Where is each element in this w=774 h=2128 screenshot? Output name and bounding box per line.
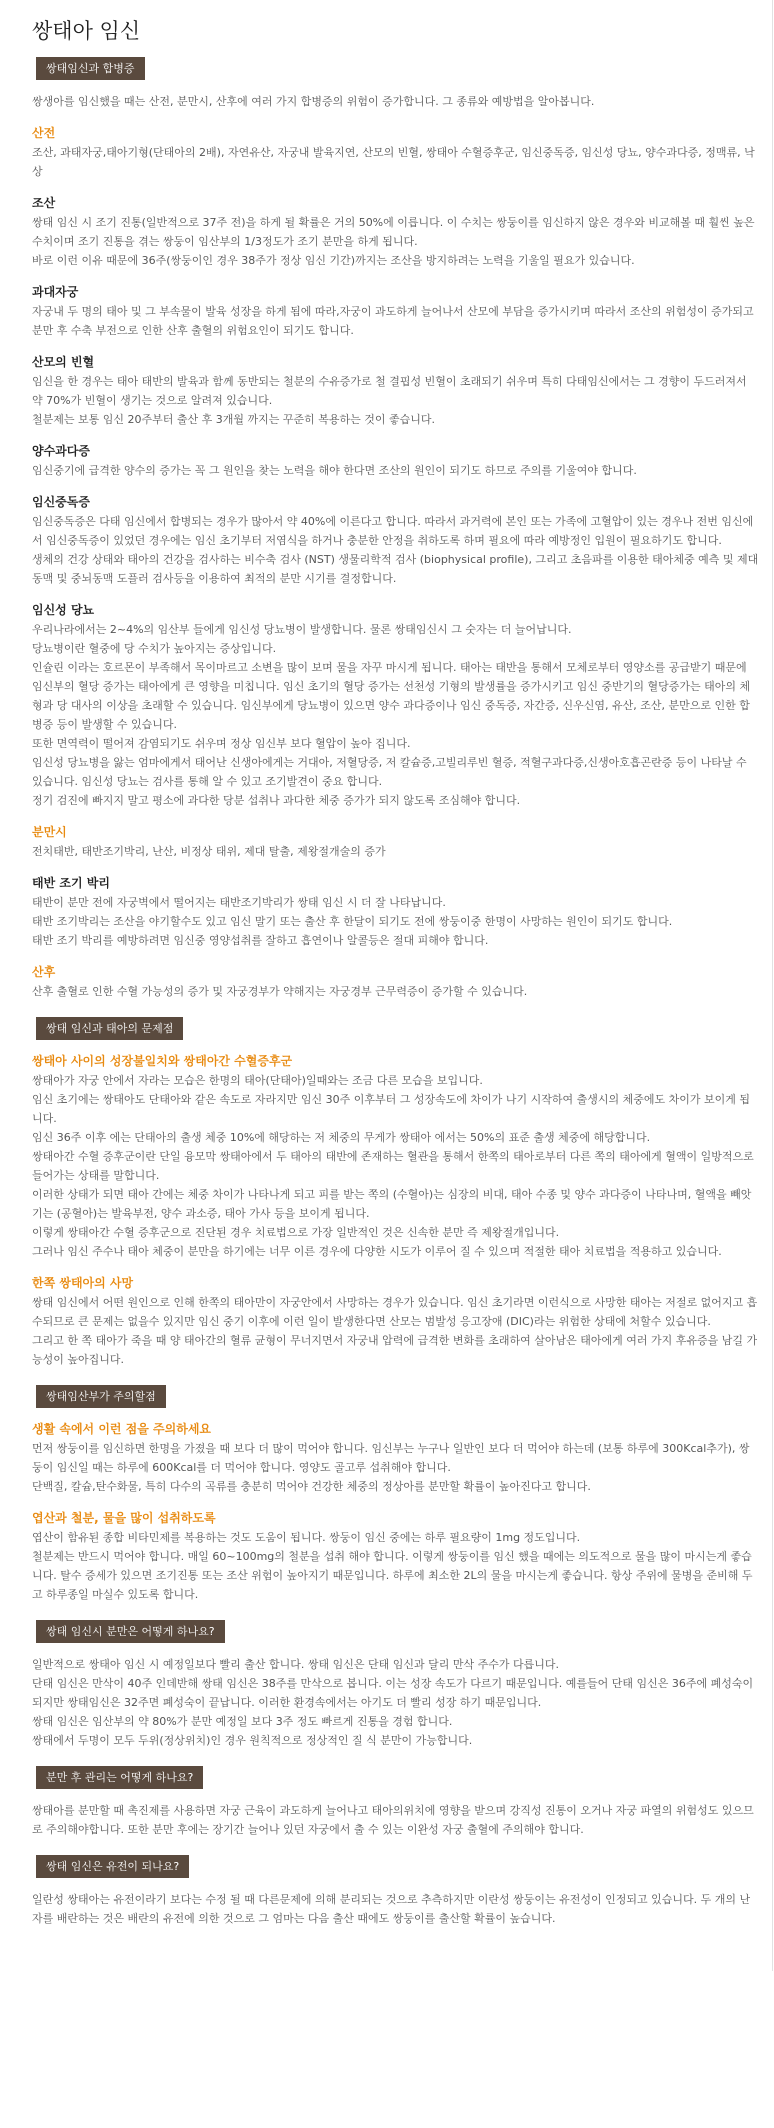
topic-heading: 엽산과 철분, 물을 많이 섭취하도록 <box>32 1511 216 1525</box>
page-title: 쌍태아 임신 <box>32 19 141 43</box>
topic-heading: 쌍태아 사이의 성장불일치와 쌍태아간 수혈증후군 <box>32 1054 293 1068</box>
paragraph: 태반 조기박리는 조산을 야기할수도 있고 임신 말기 또는 출산 후 한달이 되기도 전에 쌍둥이중 한명이 사망하는 원인이 되기도 합니다. <box>32 915 673 928</box>
paragraph: 쌍태 임신 시 조기 진통(일반적으로 37주 전)을 하게 될 확률은 거의 50%에 이릅니다. 이 수치는 쌍둥이를 임신하지 않은 경우와 비교해볼 때 훨씬 높은 수치이며 조기 진통을 겪는 쌍둥이 임산부의 1/3정도가 조기 분만을 하게 됩니다. <box>32 216 755 248</box>
topic-block <box>32 823 760 861</box>
paragraph: 단태 임신은 만삭이 40주 인데반해 쌍태 임신은 38주를 만삭으로 봅니다. 이는 성장 속도가 다르기 때문입니다. 예를들어 단태 임신은 36주에 폐성숙이 되지만 쌍태임신은 32주면 폐성숙이 끝납니다. 이러한 환경속에서는 아기도 더 빨리 성장 하기 때문입니다. <box>32 1677 754 1709</box>
article-section <box>32 1766 760 1839</box>
topic-block <box>32 1655 760 1750</box>
paragraph: 생체의 건강 상태와 태아의 건강을 검사하는 비수축 검사 (NST) 생물리학적 검사 (biophysical profile), 그리고 초음파를 이용한 태아체중 예측 및 제대 동맥 및 중뇌동맥 도플러 검사등을 이용하여 최적의 분만 시기를 결정합니다. <box>32 553 759 585</box>
paragraph: 전치태반, 태반조기박리, 난산, 비정상 태위, 제대 탈출, 제왕절개술의 증가 <box>32 845 386 858</box>
paragraph: 단백질, 칼슘,탄수화물, 특히 다수의 곡류를 충분히 먹어야 건강한 체중의 정상아를 분만할 확률이 높아진다고 합니다. <box>32 1480 591 1493</box>
section-heading-badge: 쌍태 임신과 태아의 문제점 <box>36 1017 183 1040</box>
topic-block <box>32 1274 760 1369</box>
section-heading-badge: 쌍태 임신시 분만은 어떻게 하나요? <box>36 1620 225 1643</box>
article-section <box>32 1385 760 1604</box>
topic-block <box>32 124 760 181</box>
topic-heading: 임신성 당뇨 <box>32 603 95 617</box>
topic-heading: 한쪽 쌍태아의 사망 <box>32 1276 134 1290</box>
topic-heading: 산모의 빈혈 <box>32 355 95 369</box>
topic-block <box>32 1801 760 1839</box>
paragraph: 쌍태 임신에서 어떤 원인으로 인해 한쪽의 태아만이 자궁안에서 사망하는 경우가 있습니다. 임신 초기라면 이런식으로 사망한 태아는 저절로 없어지고 흡수되므로 큰 문제는 없을수 있지만 임신 중기 이후에 이런 일이 발생한다면 산모는 범발성 응고장애 (DIC)라는 위험한 상태에 처할수 있습니다. <box>32 1296 758 1328</box>
topic-block <box>32 194 760 270</box>
paragraph: 이러한 상태가 되면 태아 간에는 체중 차이가 나타나게 되고 피를 받는 쪽의 (수혈아)는 심장의 비대, 태아 수종 및 양수 과다증이 나타나며, 혈액을 빼앗기는 (공혈아)는 발육부전, 양수 과소증, 태아 가사 등을 보이게 됩니다. <box>32 1188 752 1220</box>
paragraph: 그러나 임신 주수나 태아 체중이 분만을 하기에는 너무 이른 경우에 다양한 시도가 이루어 질 수 있으며 적절한 태아 치료법을 적용하고 있습니다. <box>32 1245 722 1258</box>
topic-heading: 산전 <box>32 126 56 140</box>
paragraph: 정기 검진에 빠지지 말고 평소에 과다한 당분 섭취나 과다한 체중 증가가 되지 않도록 조심해야 합니다. <box>32 794 521 807</box>
paragraph: 임신 초기에는 쌍태아도 단태아와 같은 속도로 자라지만 임신 30주 이후부터 그 성장속도에 차이가 나기 시작하여 출생시의 체중에도 차이가 보이게 됩니다. <box>32 1093 750 1125</box>
paragraph: 쌍태 임신은 임산부의 약 80%가 분만 예정일 보다 3주 정도 빠르게 진통을 경험 합니다. <box>32 1715 453 1728</box>
topic-block <box>32 442 760 480</box>
paragraph: 조산, 과태자궁,태아기형(단태아의 2배), 자연유산, 자궁내 발육지연, 산모의 빈혈, 쌍태아 수혈증후군, 임신중독증, 임신성 당뇨, 양수과다증, 정맥류, 낙상 <box>32 146 755 178</box>
paragraph: 일반적으로 쌍태아 임신 시 예정일보다 빨리 출산 합니다. 쌍태 임신은 단태 임신과 달리 만삭 주수가 다릅니다. <box>32 1658 559 1671</box>
topic-heading: 산후 <box>32 965 56 979</box>
paragraph: 또한 면역력이 떨어져 감염되기도 쉬우며 정상 임신부 보다 혈압이 높아 집니다. <box>32 737 411 750</box>
topic-heading: 조산 <box>32 196 56 210</box>
section-heading-badge: 쌍태임신과 합병증 <box>36 57 145 80</box>
topic-heading: 임신중독증 <box>32 495 90 509</box>
topic-block <box>32 1052 760 1261</box>
paragraph: 임신을 한 경우는 태아 태반의 발육과 함께 동반되는 철분의 수유증가로 철 결핍성 빈혈이 초래되기 쉬우며 특히 다태임신에서는 그 경향이 두드러져서 약 70%가 빈혈이 생기는 것으로 알려져 있습니다. <box>32 375 747 407</box>
paragraph: 쌍태에서 두명이 모두 두위(정상위치)인 경우 원칙적으로 정상적인 질 식 분만이 가능합니다. <box>32 1734 473 1747</box>
paragraph: 우리나라에서는 2~4%의 임산부 들에게 임신성 당뇨병이 발생합니다. 물론 쌍태임신시 그 숫자는 더 늘어납니다. <box>32 623 572 636</box>
section-heading-badge: 쌍태임산부가 주의할점 <box>36 1385 166 1408</box>
paragraph: 바로 이런 이유 때문에 36주(쌍둥이인 경우 38주가 정상 임신 기간)까지는 조산을 방지하려는 노력을 기울일 필요가 있습니다. <box>32 254 635 267</box>
topic-heading: 생활 속에서 이런 점을 주의하세요 <box>32 1422 212 1436</box>
topic-block <box>32 601 760 810</box>
topic-block <box>32 1420 760 1496</box>
article-section <box>32 1017 760 1369</box>
topic-heading: 분만시 <box>32 825 67 839</box>
paragraph: 임신성 당뇨병을 앓는 엄마에게서 태어난 신생아에게는 거대아, 저혈당증, 저 칼슘증,고빌리루빈 혈증, 적혈구과다증,신생아호흡곤란증 등이 나타날 수 있습니다. 임신성 당뇨는 검사를 통해 알 수 있고 조기발견이 중요 합니다. <box>32 756 747 788</box>
topic-block <box>32 1509 760 1604</box>
paragraph: 당뇨병이란 혈중에 당 수치가 높아지는 증상입니다. <box>32 642 277 655</box>
paragraph: 먼저 쌍둥이를 임신하면 한명을 가졌을 때 보다 더 많이 먹어야 합니다. 임신부는 누구나 일반인 보다 더 먹어야 하는데 (보통 하루에 300Kcal추가), 쌍둥이 임신일 때는 하루에 600Kcal를 더 먹어야 합니다. 영양도 골고루 섭취해야 합니다. <box>32 1442 750 1474</box>
article-section <box>32 1855 760 1928</box>
paragraph: 이렇게 쌍태아간 수혈 증후군으로 진단된 경우 치료법으로 가장 일반적인 것은 신속한 분만 즉 제왕절개입니다. <box>32 1226 560 1239</box>
topic-block <box>32 874 760 950</box>
paragraph: 철분제는 반드시 먹어야 합니다. 매일 60~100mg의 철분을 섭취 해야 합니다. 이렇게 쌍둥이를 임신 했을 때에는 의도적으로 물을 많이 마시는게 좋습니다. 탈수 증세가 있으면 조기진통 또는 조산 위험이 높아지기 때문입니다. 하루에 최소한 2L의 물을 마시는게 좋습니다. 항상 주위에 물병을 준비해 두고 하루종일 마실수 있도록 합니다. <box>32 1550 753 1601</box>
paragraph: 그리고 한 쪽 태아가 죽을 때 양 태아간의 혈류 균형이 무너지면서 자궁내 압력에 급격한 변화를 초래하여 살아남은 태아에게 여러 가지 후유증을 남길 가능성이 높아집니다. <box>32 1334 758 1366</box>
paragraph: 철분제는 보통 임신 20주부터 출산 후 3개월 까지는 꾸준히 복용하는 것이 좋습니다. <box>32 413 435 426</box>
paragraph: 쌍태아가 자궁 안에서 자라는 모습은 한명의 태아(단태아)일때와는 조금 다른 모습을 보입니다. <box>32 1074 483 1087</box>
article-section <box>32 57 760 1001</box>
section-heading-badge: 분만 후 관리는 어떻게 하나요? <box>36 1766 203 1789</box>
topic-block <box>32 493 760 588</box>
paragraph: 일란성 쌍태아는 유전이라기 보다는 수정 될 때 다른문제에 의해 분리되는 것으로 추측하지만 이란성 쌍둥이는 유전성이 인정되고 있습니다. 두 개의 난자를 배란하는 것은 배란의 유전에 의한 것으로 그 엄마는 다음 출산 때에도 쌍둥이를 출산할 확률이 높습니다. <box>32 1893 751 1925</box>
section-heading-badge: 쌍태 임신은 유전이 되나요? <box>36 1855 189 1878</box>
paragraph: 산후 출혈로 인한 수혈 가능성의 증가 및 자궁경부가 약해지는 자궁경부 근무력증이 증가할 수 있습니다. <box>32 985 528 998</box>
paragraph: 임신 36주 이후 에는 단태아의 출생 체중 10%에 해당하는 저 체중의 무게가 쌍태아 에서는 50%의 표준 출생 체중에 해당합니다. <box>32 1131 651 1144</box>
paragraph: 엽산이 함유된 종합 비타민제를 복용하는 것도 도움이 됩니다. 쌍둥이 임신 중에는 하루 필요량이 1mg 정도입니다. <box>32 1531 581 1544</box>
topic-block <box>32 963 760 1001</box>
topic-block <box>32 283 760 340</box>
paragraph: 태반이 분만 전에 자궁벽에서 떨어지는 태반조기박리가 쌍태 임신 시 더 잘 나타납니다. <box>32 896 446 909</box>
paragraph: 임신중기에 급격한 양수의 증가는 꼭 그 원인을 찾는 노력을 해야 한다면 조산의 원인이 되기도 하므로 주의를 기울여야 합니다. <box>32 464 637 477</box>
topic-heading: 양수과다증 <box>32 444 90 458</box>
paragraph: 쌍태아를 분만할 때 촉진제를 사용하면 자궁 근육이 과도하게 늘어나고 태아의위치에 영향을 받으며 강직성 진통이 오거나 자궁 파열의 위험성도 있으므로 주의해야합니다. 또한 분만 후에는 장기간 늘어나 있던 자궁에서 출 수 있는 이완성 자궁 출혈에 주의해야 합니다. <box>32 1804 754 1836</box>
paragraph: 임신중독증은 다태 임신에서 합병되는 경우가 많아서 약 40%에 이른다고 합니다. 따라서 과거력에 본인 또는 가족에 고혈압이 있는 경우나 전번 임신에서 임신중독증이 있었던 경우에는 임신 초기부터 저염식을 하거나 충분한 안정을 취하도록 하며 필요에 따라 예방정인 입원이 필요하기도 합니다. <box>32 515 754 547</box>
paragraph: 자궁내 두 명의 태아 및 그 부속물이 발육 성장을 하게 됨에 따라,자궁이 과도하게 늘어나서 산모에 부담을 증가시키며 따라서 조산의 위험성이 증가되고 분만 후 수축 부전으로 인한 산후 출혈의 위험요인이 되기도 합니다. <box>32 305 754 337</box>
topic-heading: 과대자궁 <box>32 285 79 299</box>
section-intro: 쌍생아를 임신했을 때는 산전, 분만시, 산후에 여러 가지 합병증의 위험이 증가합니다. 그 종류와 예방법을 알아봅니다. <box>32 95 595 108</box>
topic-heading: 태반 조기 박리 <box>32 876 110 890</box>
topic-block <box>32 353 760 429</box>
paragraph: 인슐린 이라는 호르몬이 부족해서 목이마르고 소변을 많이 보며 물을 자꾸 마시게 됩니다. 태아는 태반을 통해서 모체로부터 영양소를 공급받기 때문에 임신부의 혈당 증가는 태아에게 큰 영향을 미칩니다. 임신 초기의 혈당 증가는 선천성 기형의 발생률을 증가시키고 임신 중반기의 혈당증가는 태아의 체형과 당 대사의 이상을 초래할 수 있습니다. 임신부에게 당뇨병이 있으면 양수 과다증이나 임신 중독증, 자간증, 신우신염, 유산, 조산, 분만으로 인한 합병증 등이 발생할 수 있습니다. <box>32 661 751 731</box>
paragraph: 태반 조기 박리를 예방하려면 임신중 영양섭취를 잘하고 흡연이나 알콜등은 절대 피해야 합니다. <box>32 934 489 947</box>
paragraph: 쌍태아간 수혈 증후군이란 단일 융모막 쌍태아에서 두 태아의 태반에 존재하는 혈관을 통해서 한쪽의 태아로부터 다른 쪽의 태아에게 혈액이 일방적으로 들어가는 상태를 말합니다. <box>32 1150 754 1182</box>
topic-block <box>32 1890 760 1928</box>
article-body <box>32 57 760 1928</box>
article-section <box>32 1620 760 1750</box>
